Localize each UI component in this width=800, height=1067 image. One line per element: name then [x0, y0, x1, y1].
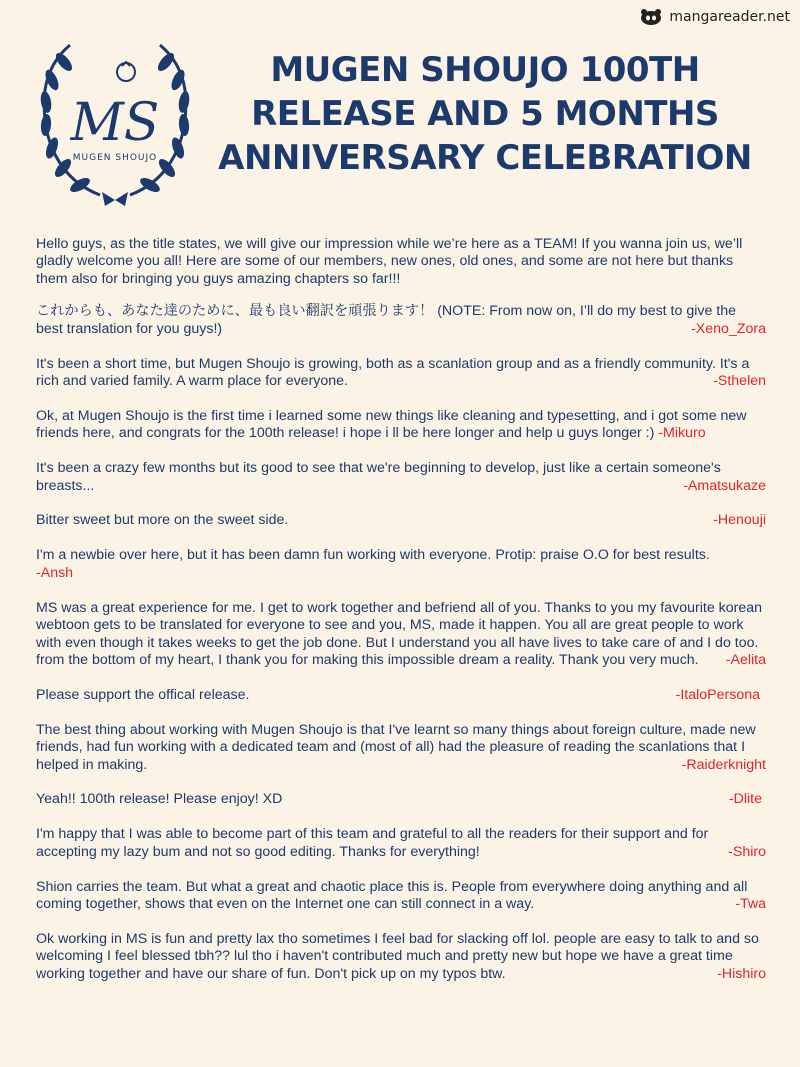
- message-text: Shion carries the team. But what a great and chaotic place this is. People from everywhere doing anything and all coming together, shows that even on the Internet one can still connect in a way.: [36, 878, 748, 913]
- intro-paragraph: Hello guys, as the title states, we will give our impression while we’re here as a TEAM! If you wanna join us, we’ll gladly welcome you all! Here are some of our members, new ones, old ones, and some are not here but thanks them also for bringing you guys amazing chapters so far!!!: [36, 236, 743, 287]
- message-text: I'm happy that I was able to become part of this team and grateful to all the readers for their support and for accepting my lazy bum and not so good editing. Thanks for everything!: [36, 826, 709, 860]
- message-text: これからも、あなた達のために、最も良い翻訳を頑張ります！ (NOTE: From now on, I’ll do my best to give the best translation for you guys!): [36, 303, 737, 337]
- message: [36, 512, 766, 529]
- message-author: -ItaloPersona: [675, 686, 760, 703]
- message-text: It's been a crazy few months but its good to see that we're beginning to develop, just like a certain someone's breasts...: [36, 460, 721, 494]
- message-author: -Xeno_Zora: [691, 320, 766, 337]
- message: [36, 356, 766, 391]
- message: [36, 687, 766, 704]
- message: [36, 547, 766, 582]
- message: [36, 722, 766, 774]
- message-list: [36, 236, 766, 1001]
- message-author: -Mikuro: [658, 425, 706, 442]
- logo-monogram: MS: [70, 93, 160, 153]
- message-author: -Dlite: [728, 791, 762, 808]
- message-author: -Twa: [735, 896, 766, 913]
- message-author: -Ansh: [36, 564, 74, 581]
- ms-logo: [30, 30, 200, 208]
- title-line: RELEASE AND 5 MONTHS: [251, 94, 719, 134]
- message: [36, 600, 766, 670]
- message-author: -Amatsukaze: [683, 477, 766, 494]
- message-text: Yeah!! 100th release! Please enjoy! XD: [36, 791, 283, 808]
- message-author: -Aelita: [725, 651, 766, 668]
- message: [36, 879, 766, 914]
- message: [36, 826, 766, 861]
- logo-text: MUGEN SHOUJO: [72, 153, 158, 163]
- message-text: Please support the offical release.: [36, 686, 250, 703]
- watermark-text: mangareader.net: [669, 9, 790, 25]
- message-text: It's been a short time, but Mugen Shoujo is growing, both as a scanlation group and as a friendly community. It's a rich and varied family. A warm place for everyone.: [36, 355, 750, 389]
- message-text: Bitter sweet but more on the sweet side.: [36, 512, 289, 529]
- message: [36, 408, 766, 443]
- panda-icon: [637, 8, 665, 26]
- message-author: -Shiro: [728, 843, 766, 860]
- title-line: ANNIVERSARY CELEBRATION: [218, 138, 752, 178]
- message-author: -Henouji: [713, 512, 766, 529]
- message-author: -Raiderknight: [681, 756, 766, 773]
- message-author: -Sthelen: [713, 372, 766, 389]
- watermark: [637, 8, 790, 26]
- message: [36, 931, 766, 983]
- message-text: MS was a great experience for me. I get to work together and befriend all of you. Thanks to you my favourite korean webtoon gets to be translated for everyone to see and you, MS, made it happen. You all are great people to work with even though it takes weeks to get the job done. But I understand you all have lives to take care of and I do too. from the bottom of my heart, I thank you for making this impossible dream a reality. Thank you very much.: [36, 599, 763, 668]
- message-text: The best thing about working with Mugen Shoujo is that I've learnt so many things about foreign culture, made new friends, had fun working with a dedicated team and (most of all) had the pleasure of reading the scanlations that I helped in making.: [36, 721, 756, 773]
- message: [36, 460, 766, 495]
- message-text: Ok, at Mugen Shoujo is the first time i learned some new things like cleaning and typesetting, and i got some new friends here, and congrats for the 100th release! i hope i ll be here longer and help u guys longer :): [36, 407, 747, 442]
- page-title: [205, 48, 765, 180]
- title-line: MUGEN SHOUJO 100TH: [270, 50, 700, 90]
- message-text: Ok working in MS is fun and pretty lax tho sometimes I feel bad for slacking off lol. people are easy to talk to and so welcoming I feel blessed tbh?? lul tho i haven't contributed much and pretty new but hope we have a great time working together and have our share of fun. Don't pick up on my typos btw.: [36, 930, 759, 982]
- message: [36, 303, 766, 338]
- message-text: I'm a newbie over here, but it has been damn fun working with everyone. Protip: praise O.O for best results.: [36, 547, 710, 564]
- message-author: -Hishiro: [717, 965, 766, 982]
- message: [36, 791, 766, 808]
